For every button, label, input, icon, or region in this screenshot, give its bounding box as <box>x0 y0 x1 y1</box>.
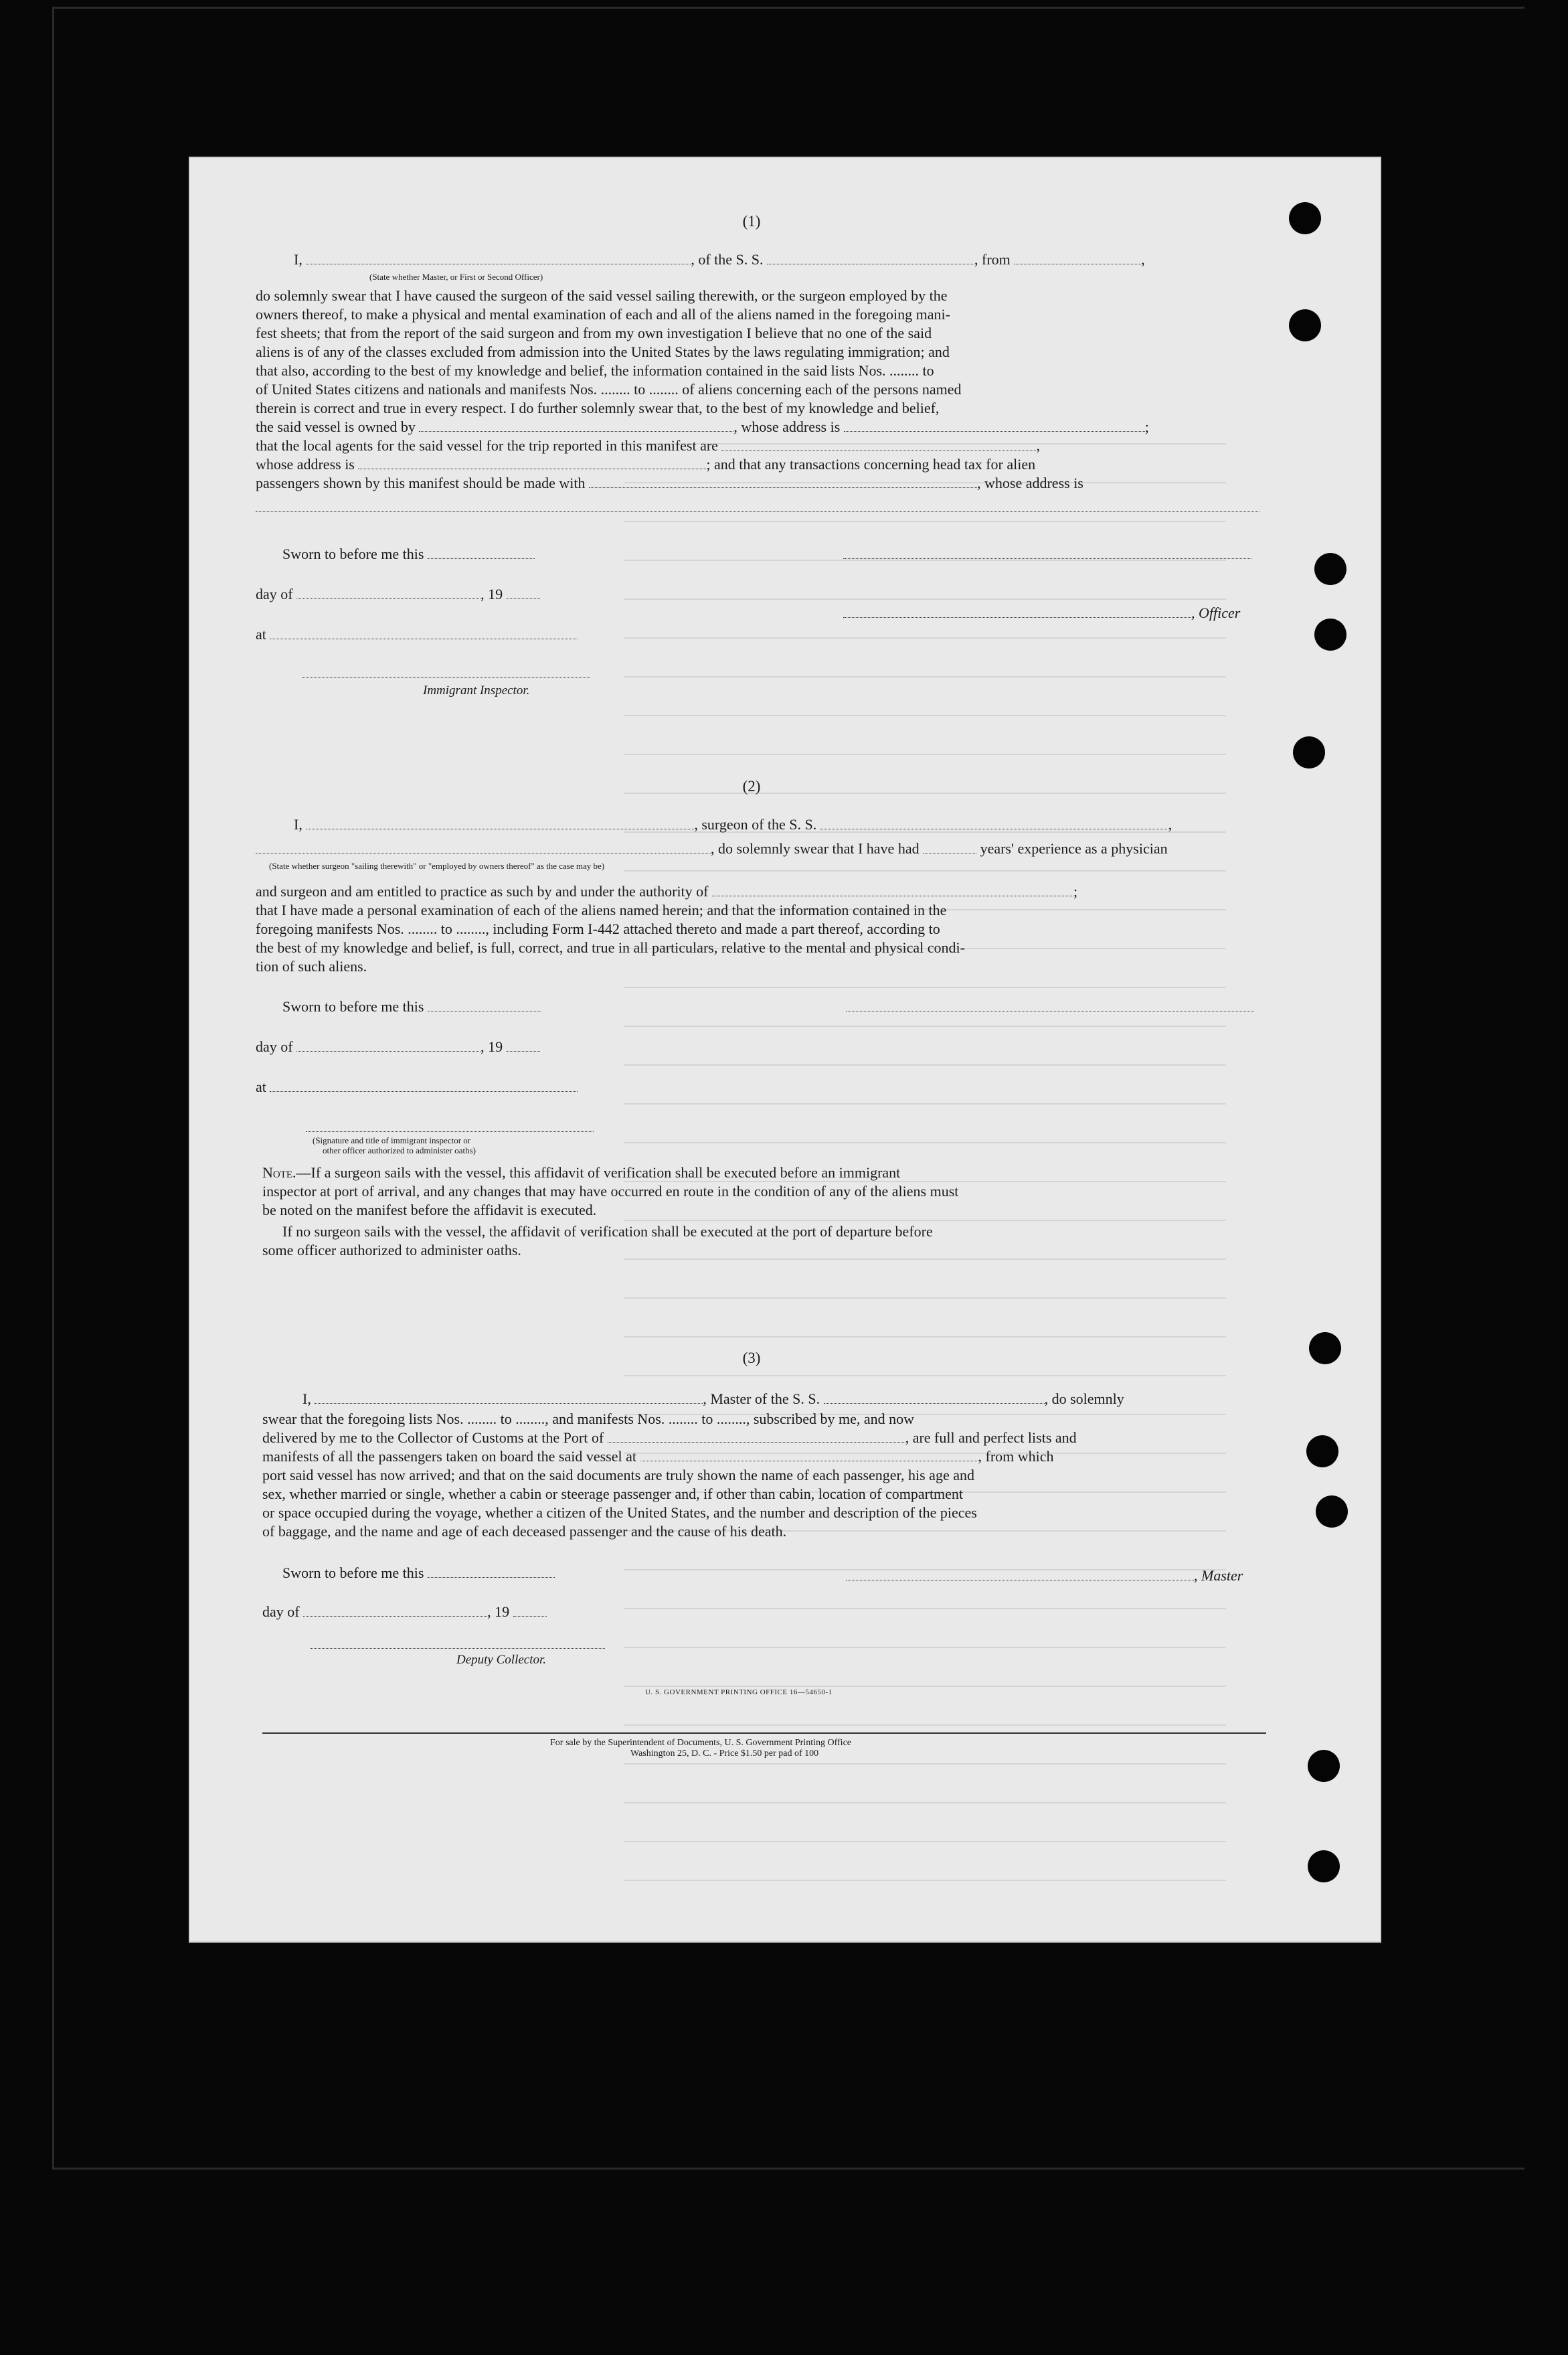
years-label: years' experience as a physician <box>980 840 1168 857</box>
section-3-master <box>846 1566 1243 1585</box>
section-3-body-5: or space occupied during the voyage, whether a citizen of the United States, and the number and description of the pieces <box>262 1504 977 1521</box>
note-text-0: —If a surgeon sails with the vessel, this affidavit of verification shall be executed before an immigrant <box>296 1164 901 1181</box>
inspector-signature-line-2 <box>306 1131 594 1132</box>
section-3-line-1 <box>302 1390 1124 1408</box>
section-1-owner-line: the said vessel is owned by , whose address is ; <box>256 418 1149 435</box>
do-solemnly-label: , do solemnly <box>1044 1390 1124 1407</box>
punch-hole-8 <box>1316 1495 1348 1528</box>
section-2-sworn <box>282 997 541 1016</box>
officer-signature-line-top <box>843 558 1251 559</box>
section-3-body-6: of baggage, and the name and age of each deceased passenger and the cause of his death. <box>262 1523 787 1540</box>
bleed-through-texture <box>624 424 1226 1897</box>
surgeon-vessel-field[interactable] <box>820 817 1168 829</box>
section-3-body-3: port said vessel has now arrived; and that on the said documents are truly shown the name of each passenger, his age and <box>262 1467 974 1483</box>
officer-label: , Officer <box>1191 604 1241 621</box>
film-frame-left <box>52 7 54 2169</box>
surgeon-type-note: (State whether surgeon "sailing therewith" or "employed by owners thereof" as the case may be) <box>269 861 605 871</box>
sworn-label-2: Sworn to before me this <box>282 998 424 1015</box>
section-2-line-1: I, , surgeon of the S. S. , <box>294 816 1172 833</box>
manifest-page <box>189 157 1381 1943</box>
head-tax-agent-field[interactable] <box>589 475 977 488</box>
section-2-authority-line: and surgeon and am entitled to practice as such by and under the authority of ; <box>256 883 1078 900</box>
at-label-1: at <box>256 626 266 643</box>
of-the-ss-label: , of the S. S. <box>691 251 764 268</box>
section-2-body-3: the best of my knowledge and belief, is full, correct, and true in all particulars, relative to the mental and physical condi- <box>256 939 965 956</box>
year-label-1: , 19 <box>481 586 503 602</box>
day-of-label-1: day of <box>256 586 293 602</box>
section-2-at <box>256 1078 578 1097</box>
section-1-body-2: fest sheets; that from the report of the said surgeon and from my own investigation I believe that no one of the said <box>256 325 932 341</box>
surgeon-of-label: , surgeon of the S. S. <box>694 816 817 833</box>
embark-port-field[interactable] <box>640 1449 978 1461</box>
section-3-day <box>262 1603 547 1621</box>
section-3-body-4: sex, whether married or single, whether a cabin or steerage passenger and, if other than cabin, location of compartment <box>262 1485 964 1502</box>
at-field-1[interactable] <box>270 627 578 639</box>
from-which-label: , from which <box>978 1448 1054 1465</box>
master-officer-note: (State whether Master, or First or Second Officer) <box>369 272 543 282</box>
master-name-field-3[interactable] <box>315 1391 703 1404</box>
from-port-field[interactable] <box>1014 252 1141 264</box>
year-field-3[interactable] <box>513 1604 547 1617</box>
day-of-label-2: day of <box>256 1038 293 1055</box>
sworn-date-field-1[interactable] <box>428 546 535 559</box>
punch-hole-10 <box>1308 1850 1340 1882</box>
section-1-body-5: of United States citizens and nationals and manifests Nos. ........ to ........ of aliens concerning each of the persons named <box>256 381 962 398</box>
section-1-number: (1) <box>742 213 761 230</box>
passengers-label: passengers shown by this manifest should be made with <box>256 475 586 491</box>
section-1-body-3: aliens is of any of the classes excluded from admission into the United States by the laws regulating immigration; and <box>256 343 950 360</box>
section-1-at <box>256 625 578 644</box>
footer-rule <box>262 1732 1266 1734</box>
note-label: Note. <box>262 1164 296 1181</box>
inspector-signature-line-1 <box>302 677 590 678</box>
section-2-number: (2) <box>742 778 761 795</box>
section-2-i: I, <box>294 816 302 833</box>
years-field[interactable] <box>923 841 976 854</box>
vessel-name-field[interactable] <box>767 252 974 264</box>
section-3-body-0: swear that the foregoing lists Nos. ........ to ........, and manifests Nos. ........ to ........, subscribed by me, and now <box>262 1410 914 1427</box>
swear-label: , do solemnly swear that I have had <box>711 840 920 857</box>
agent-address-label: whose address is <box>256 456 355 473</box>
section-3-sworn <box>282 1564 555 1582</box>
port-label: delivered by me to the Collector of Customs at the Port of <box>262 1429 604 1446</box>
punch-hole-6 <box>1309 1332 1341 1364</box>
master-of-label: , Master of the S. S. <box>703 1390 820 1407</box>
section-1-line-1: I, , of the S. S. , from , <box>294 251 1145 268</box>
year-field-1[interactable] <box>507 586 540 599</box>
footer-line-2: Washington 25, D. C. - Price $1.50 per pad of 100 <box>630 1749 819 1759</box>
section-2-note-text-1: inspector at port of arrival, and any changes that may have occurred en route in the condition of any of the aliens must <box>262 1183 959 1200</box>
year-label-3: , 19 <box>487 1603 510 1620</box>
whose-address-label-2: , whose address is <box>977 475 1083 491</box>
day-of-field-1[interactable] <box>296 586 481 599</box>
section-1-body-1: owners thereof, to make a physical and mental examination of each and all of the aliens named in the foregoing mani- <box>256 306 950 323</box>
local-agents-label: that the local agents for the said vessel for the trip reported in this manifest are <box>256 437 718 454</box>
section-2-body-2: foregoing manifests Nos. ........ to ........, including Form I-442 attached thereto and made a part thereof, according to <box>256 920 940 937</box>
agent-address-field[interactable] <box>358 457 706 469</box>
punch-hole-4 <box>1314 619 1346 651</box>
section-2-note-line-1 <box>262 1163 900 1182</box>
section-2-note-text-2: be noted on the manifest before the affidavit is executed. <box>262 1202 597 1218</box>
gpo-imprint: U. S. GOVERNMENT PRINTING OFFICE 16—54650-1 <box>645 1688 833 1696</box>
master-name-field[interactable] <box>306 252 691 264</box>
section-1-officer <box>843 604 1240 623</box>
owner-address-field[interactable] <box>844 419 1145 432</box>
section-1-i: I, <box>294 251 302 268</box>
from-label: , from <box>974 251 1011 268</box>
section-1-sworn <box>282 545 535 564</box>
section-3-embark-line <box>262 1447 1054 1466</box>
section-1-body-6: therein is correct and true in every respect. I do further solemnly swear that, to the best of my knowledge and belief, <box>256 400 940 416</box>
footer-line-1: For sale by the Superintendent of Documents, U. S. Government Printing Office <box>550 1738 851 1748</box>
signature-note-1: (Signature and title of immigrant inspector or <box>313 1135 471 1145</box>
section-1-agent-address-line <box>256 455 1035 474</box>
punch-hole-1 <box>1289 202 1321 234</box>
master-signature-field[interactable] <box>846 1568 1194 1580</box>
at-label-2: at <box>256 1078 266 1095</box>
embark-label: manifests of all the passengers taken on board the said vessel at <box>262 1448 637 1465</box>
sworn-date-field-2[interactable] <box>428 999 541 1011</box>
punch-hole-7 <box>1306 1435 1338 1467</box>
at-field-2[interactable] <box>270 1079 578 1092</box>
section-3-number: (3) <box>742 1350 761 1366</box>
surgeon-name-field[interactable] <box>306 817 694 829</box>
day-of-field-3[interactable] <box>303 1604 487 1617</box>
head-tax-label: ; and that any transactions concerning head tax for alien <box>706 456 1036 473</box>
port-field[interactable] <box>608 1430 905 1443</box>
section-2-body-1: that I have made a personal examination of each of the aliens named herein; and that the information contained in the <box>256 902 947 918</box>
sworn-date-field-3[interactable] <box>428 1565 555 1578</box>
section-3-port-line <box>262 1429 1077 1447</box>
section-2-note-text-4: some officer authorized to administer oaths. <box>262 1242 521 1258</box>
year-label-2: , 19 <box>481 1038 503 1055</box>
immigrant-inspector-label: Immigrant Inspector. <box>423 683 530 698</box>
section-1-agents-line: that the local agents for the said vessel for the trip reported in this manifest are , <box>256 437 1040 454</box>
sworn-label-3: Sworn to before me this <box>282 1564 424 1581</box>
collector-signature-line <box>311 1648 605 1649</box>
owner-field[interactable] <box>419 419 733 432</box>
deputy-collector-label: Deputy Collector. <box>456 1653 547 1667</box>
head-tax-address-line <box>256 511 1259 512</box>
film-frame-top <box>52 7 1525 9</box>
authority-field[interactable] <box>712 884 1073 896</box>
section-1-body-4: that also, according to the best of my knowledge and belief, the information contained in the said lists Nos. ........ to <box>256 362 934 379</box>
punch-hole-5 <box>1293 736 1325 768</box>
whose-address-label: , whose address is <box>733 418 841 435</box>
day-of-label-3: day of <box>262 1603 300 1620</box>
punch-hole-3 <box>1314 553 1346 585</box>
signature-note-2: other officer authorized to administer oaths) <box>323 1145 476 1155</box>
full-and-perfect-label: , are full and perfect lists and <box>905 1429 1077 1446</box>
day-of-field-2[interactable] <box>296 1039 481 1052</box>
section-1-head-tax-line <box>256 474 1083 493</box>
section-2-note-text-3: If no surgeon sails with the vessel, the affidavit of verification shall be executed at the port of departure before <box>282 1223 933 1240</box>
authority-label: and surgeon and am entitled to practice as such by and under the authority of <box>256 883 709 900</box>
sworn-label-1: Sworn to before me this <box>282 546 424 562</box>
surgeon-type-field[interactable] <box>256 841 711 854</box>
punch-hole-9 <box>1308 1750 1340 1782</box>
section-2-line-2 <box>256 839 1168 858</box>
punch-hole-2 <box>1289 309 1321 341</box>
section-2-body-4: tion of such aliens. <box>256 958 367 975</box>
section-1-day <box>256 585 540 604</box>
section-2-day <box>256 1038 540 1056</box>
owned-by-label: the said vessel is owned by <box>256 418 416 435</box>
film-frame-bottom <box>52 2168 1525 2170</box>
section-3-i: I, <box>302 1390 311 1407</box>
section-1-body-0: do solemnly swear that I have caused the surgeon of the said vessel sailing therewith, or the surgeon employed by the <box>256 287 948 304</box>
officer-signature-field[interactable] <box>843 605 1191 618</box>
local-agents-field[interactable] <box>721 438 1036 451</box>
year-field-2[interactable] <box>507 1039 540 1052</box>
master-vessel-field[interactable] <box>824 1391 1045 1404</box>
master-label: , Master <box>1194 1567 1243 1584</box>
